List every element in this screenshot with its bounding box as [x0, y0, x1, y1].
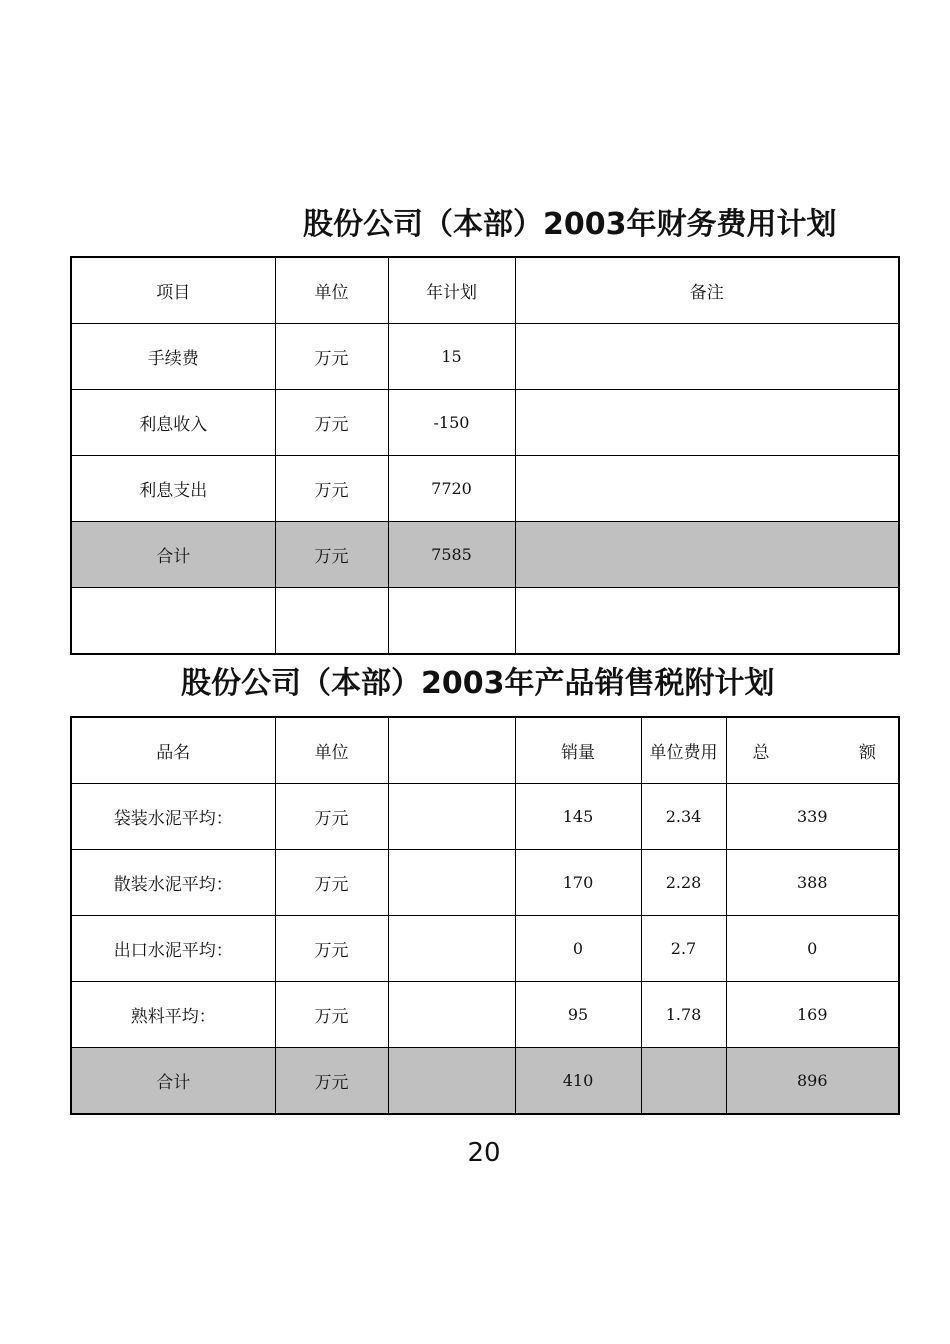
- table-row: [71, 456, 899, 522]
- header-total-amount: [726, 717, 899, 784]
- annual-plan-cell: 15: [388, 324, 515, 390]
- total-amount-cell: 339: [726, 784, 899, 850]
- unit-cell: 万元: [275, 456, 388, 522]
- table-row: [71, 390, 899, 456]
- product-cell: 散装水泥平均：: [71, 850, 275, 916]
- unit-cell: 万元: [275, 522, 388, 588]
- sales-volume-cell: 95: [515, 982, 641, 1048]
- table-row: [71, 850, 899, 916]
- empty-cell: [275, 588, 388, 655]
- item-cell: 手续费: [71, 324, 275, 390]
- total-sales-volume-cell: 410: [515, 1048, 641, 1115]
- unit-cost-cell: 2.7: [641, 916, 726, 982]
- finance-plan-table: [70, 256, 900, 655]
- header-product: 品名: [71, 717, 275, 784]
- header-unit: 单位: [275, 717, 388, 784]
- remarks-cell: [515, 324, 899, 390]
- remarks-cell: [515, 456, 899, 522]
- unit-cost-cell: 2.34: [641, 784, 726, 850]
- unit-cell: 万元: [275, 982, 388, 1048]
- empty-row: [71, 588, 899, 655]
- item-cell: 利息支出: [71, 456, 275, 522]
- total-amount-cell: 169: [726, 982, 899, 1048]
- sales-volume-cell: 0: [515, 916, 641, 982]
- sales-volume-cell: 170: [515, 850, 641, 916]
- unit-cell: 万元: [275, 784, 388, 850]
- product-cell: 袋装水泥平均：: [71, 784, 275, 850]
- header-total-right: 额: [859, 743, 876, 763]
- sales-tax-plan-table: [70, 716, 900, 1115]
- blank-cell: [388, 784, 515, 850]
- page-number: 20: [467, 1138, 501, 1168]
- unit-cell: 万元: [275, 1048, 388, 1115]
- header-unit: 单位: [275, 257, 388, 324]
- unit-cost-cell: 2.28: [641, 850, 726, 916]
- blank-cell: [388, 916, 515, 982]
- product-cell: 出口水泥平均：: [71, 916, 275, 982]
- total-row: [71, 1048, 899, 1115]
- header-annual-plan: 年计划: [388, 257, 515, 324]
- table-row: [71, 784, 899, 850]
- blank-cell: [388, 1048, 515, 1115]
- item-cell: 利息收入: [71, 390, 275, 456]
- unit-cost-cell: 1.78: [641, 982, 726, 1048]
- annual-plan-cell: 7720: [388, 456, 515, 522]
- empty-cell: [388, 588, 515, 655]
- remarks-cell: [515, 522, 899, 588]
- unit-cell: 万元: [275, 324, 388, 390]
- total-row: [71, 522, 899, 588]
- total-amount-sum-cell: 896: [726, 1048, 899, 1115]
- sales-tax-plan-title: 股份公司（本部）2003年产品销售税附计划: [181, 666, 775, 701]
- blank-cell: [388, 850, 515, 916]
- table-row: [71, 324, 899, 390]
- unit-cell: 万元: [275, 850, 388, 916]
- total-annual-plan-cell: 7585: [388, 522, 515, 588]
- empty-cell: [515, 588, 899, 655]
- header-item: 项目: [71, 257, 275, 324]
- header-unit-cost: 单位费用: [641, 717, 726, 784]
- header-total-left: 总: [752, 743, 770, 763]
- annual-plan-cell: -150: [388, 390, 515, 456]
- table-row: [71, 982, 899, 1048]
- product-cell: 熟料平均：: [71, 982, 275, 1048]
- total-label-cell: 合计: [71, 1048, 275, 1115]
- empty-cell: [71, 588, 275, 655]
- header-blank: [388, 717, 515, 784]
- header-remarks: 备注: [515, 257, 899, 324]
- sales-volume-cell: 145: [515, 784, 641, 850]
- table-row: [71, 916, 899, 982]
- table-header-row: [71, 257, 899, 324]
- finance-plan-title: 股份公司（本部）2003年财务费用计划: [303, 207, 837, 242]
- remarks-cell: [515, 390, 899, 456]
- table-header-row: [71, 717, 899, 784]
- total-amount-cell: 388: [726, 850, 899, 916]
- unit-cost-cell: [641, 1048, 726, 1115]
- unit-cell: 万元: [275, 916, 388, 982]
- blank-cell: [388, 982, 515, 1048]
- unit-cell: 万元: [275, 390, 388, 456]
- total-label-cell: 合计: [71, 522, 275, 588]
- total-amount-cell: 0: [726, 916, 899, 982]
- header-sales-volume: 销量: [515, 717, 641, 784]
